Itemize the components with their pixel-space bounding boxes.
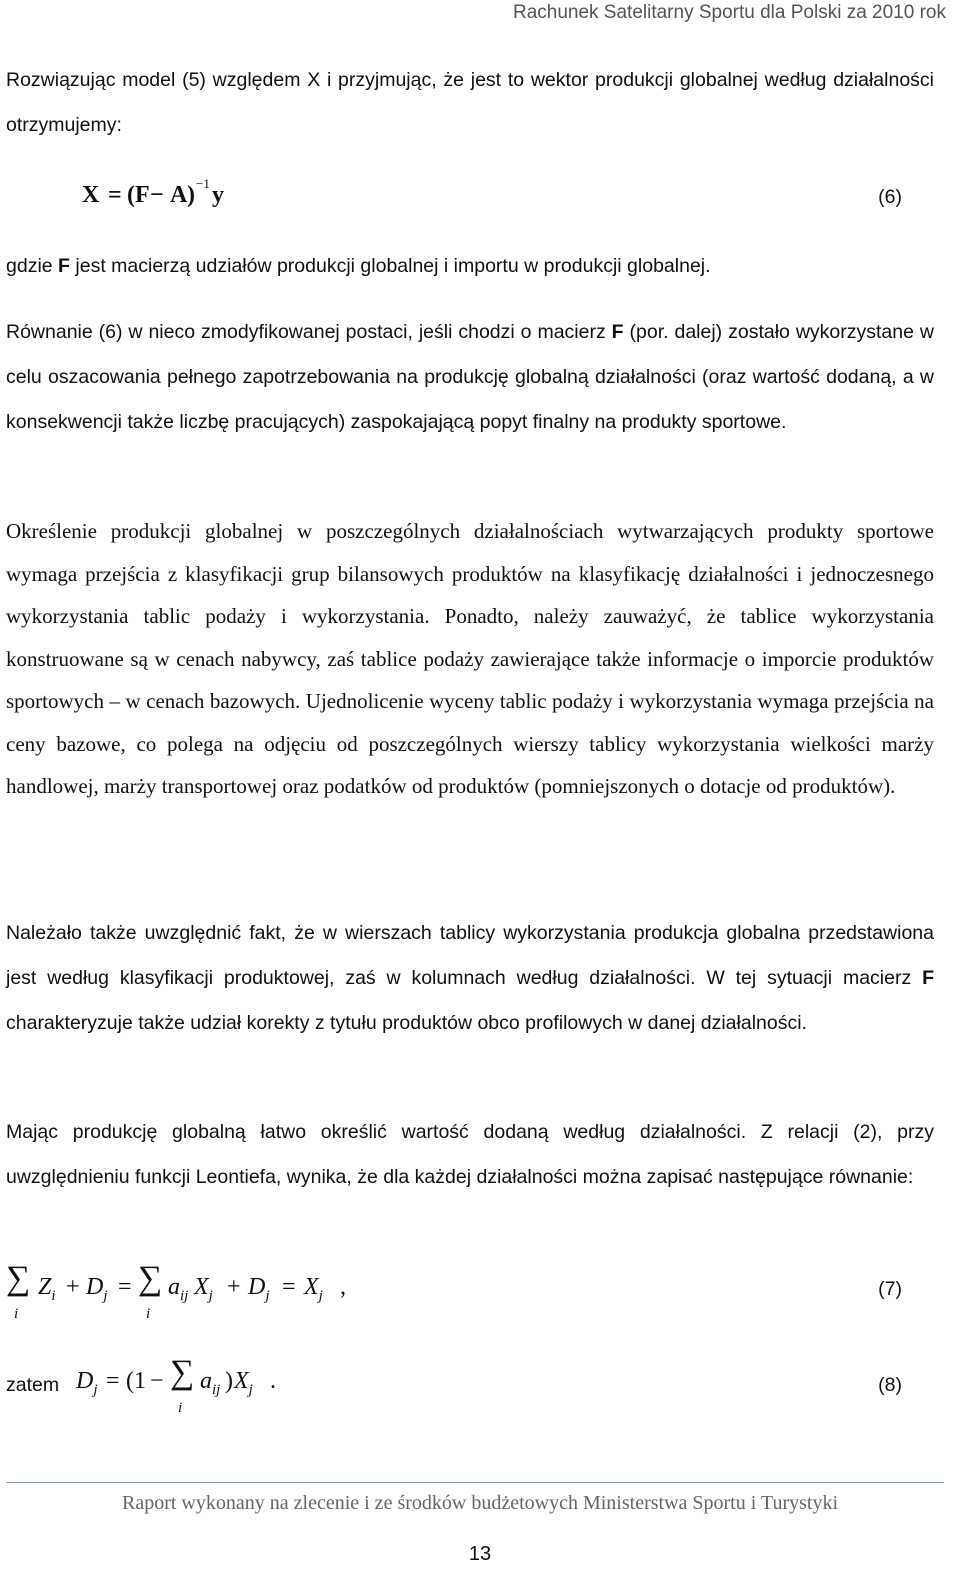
- paragraph-intro: [6, 58, 934, 148]
- paragraph-classification: [6, 510, 934, 808]
- running-header: Rachunek Satelitarny Sportu dla Polski za 2010 rok: [512, 2, 946, 23]
- equation-6: [0, 176, 960, 226]
- eq8-word: zatem: [6, 1374, 60, 1396]
- paragraph-text: Rozwiązując model (5) względem X i przyjmując, że jest to wektor produkcji globalnej według działalności otrzymujemy:: [6, 69, 934, 136]
- eq6-y: y: [212, 182, 224, 208]
- eq6-close-paren: ): [187, 182, 195, 208]
- eq8-dot: .: [270, 1368, 276, 1394]
- bold-symbol: F: [58, 255, 70, 277]
- bold-symbol: F: [922, 967, 934, 989]
- eq7-sum-1: ∑: [6, 1260, 31, 1297]
- eq8-sum: ∑: [170, 1354, 195, 1391]
- text-segment: Równanie (6) w nieco zmodyfikowanej postaci, jeśli chodzi o macierz: [6, 321, 612, 343]
- eq6-lhs: X: [82, 182, 100, 208]
- eq8-close: ): [225, 1368, 233, 1394]
- text-segment: charakteryzuje także udział korekty z tytułu produktów obco profilowych w danej działalności.: [6, 1012, 807, 1034]
- eq8-minus: −: [150, 1368, 164, 1394]
- eq7-d: $D_j$: [86, 1274, 108, 1304]
- eq6-a: A: [170, 182, 188, 208]
- eq8-number: (8): [878, 1374, 902, 1396]
- text-segment: gdzie: [6, 255, 59, 277]
- eq7-equals-1: =: [118, 1274, 132, 1300]
- eq8-sum-index: i: [178, 1400, 183, 1416]
- bold-symbol: F: [611, 321, 624, 343]
- paragraph-value-added: [6, 1110, 934, 1200]
- eq7-sum-2-index: i: [146, 1306, 151, 1322]
- footer-text: Raport wykonany na zlecenie i ze środków budżetowych Ministerstwa Sportu i Turystyki: [122, 1492, 838, 1514]
- eq6-number: (6): [878, 186, 902, 208]
- eq7-sum-2: ∑: [138, 1260, 163, 1297]
- eq8-d: $D_j$: [76, 1368, 98, 1398]
- eq6-exponent: −1: [196, 176, 210, 191]
- text-segment: jest macierzą udziałów produkcji globalnej i importu w produkcji globalnej.: [69, 255, 711, 277]
- eq7-comma: ,: [340, 1274, 346, 1300]
- paragraph-text: Mając produkcję globalną łatwo określić wartość dodaną według działalności. Z relacji (2), przy uwzględnieniu funkcji Leontiefa, wynika, że dla każdej działalności można zapisać następujące równanie:: [6, 1121, 934, 1188]
- eq8-a: $a_{ij}$: [200, 1368, 221, 1398]
- eq7-x: $X_j$: [194, 1274, 213, 1304]
- paragraph-f-definition: [6, 244, 934, 289]
- equation-8: [0, 1354, 960, 1430]
- eq7-a: $a_{ij}$: [168, 1274, 189, 1304]
- eq7-sum-1-index: i: [14, 1306, 19, 1322]
- text-segment: Należało także uwzględnić fakt, że w wierszach tablicy wykorzystania produkcja globalna przedstawiona jest według klasyfikacji produktowej, zaś w kolumnach według działalności. W tej sytuacji macierz: [6, 922, 934, 989]
- paragraph-matrix-f: [6, 911, 934, 1046]
- paragraph-equation-use: [6, 310, 934, 445]
- eq7-z: $Z_i$: [38, 1274, 56, 1304]
- eq7-d-2: $D_j$: [248, 1274, 270, 1304]
- eq6-open-paren: (: [127, 182, 135, 208]
- text-segment: (por. dalej) zostało wykorzystane w celu oszacowania pełnego zapotrzebowania na produkcję globalną działalności (oraz wartość dodaną, a w konsekwencji także liczbę pracujących) zaspokajającą popyt finalny na produkty sportowe.: [6, 321, 934, 433]
- page-number: 13: [468, 1543, 492, 1565]
- eq7-number: (7): [878, 1278, 902, 1300]
- equation-7: [0, 1260, 960, 1336]
- eq8-x: $X_j$: [234, 1368, 253, 1398]
- footer-divider: [6, 1482, 944, 1483]
- eq6-minus: −: [150, 182, 164, 208]
- eq8-open: (1: [126, 1368, 146, 1394]
- eq6-f: F: [135, 182, 150, 208]
- eq7-equals-2: =: [282, 1274, 296, 1300]
- eq6-equals: =: [108, 182, 122, 208]
- eq7-x-2: $X_j$: [304, 1274, 323, 1304]
- eq7-plus-1: +: [66, 1274, 80, 1300]
- paragraph-text: Określenie produkcji globalnej w poszczególnych działalnościach wytwarzających produkty sportowe wymaga przejścia z klasyfikacji grup bilansowych produktów na klasyfikację działalności i jednoczesnego wykorzystania tablic podaży i wykorzystania. Ponadto, należy zauważyć, że tablice wykorzystania konstruowane są w cenach nabywcy, zaś tablice podaży zawierające także informacje o imporcie produktów sportowych – w cenach bazowych. Ujednolicenie wyceny tablic podaży i wykorzystania wymaga przejścia na ceny bazowe, co polega na odjęciu od poszczególnych wierszy tablicy wykorzystania wielkości marży handlowej, marży transportowej oraz podatków od produktów (pomniejszonych o dotacje od produktów).: [6, 519, 934, 798]
- eq7-plus-2: +: [227, 1274, 241, 1300]
- eq8-equals: =: [106, 1368, 120, 1394]
